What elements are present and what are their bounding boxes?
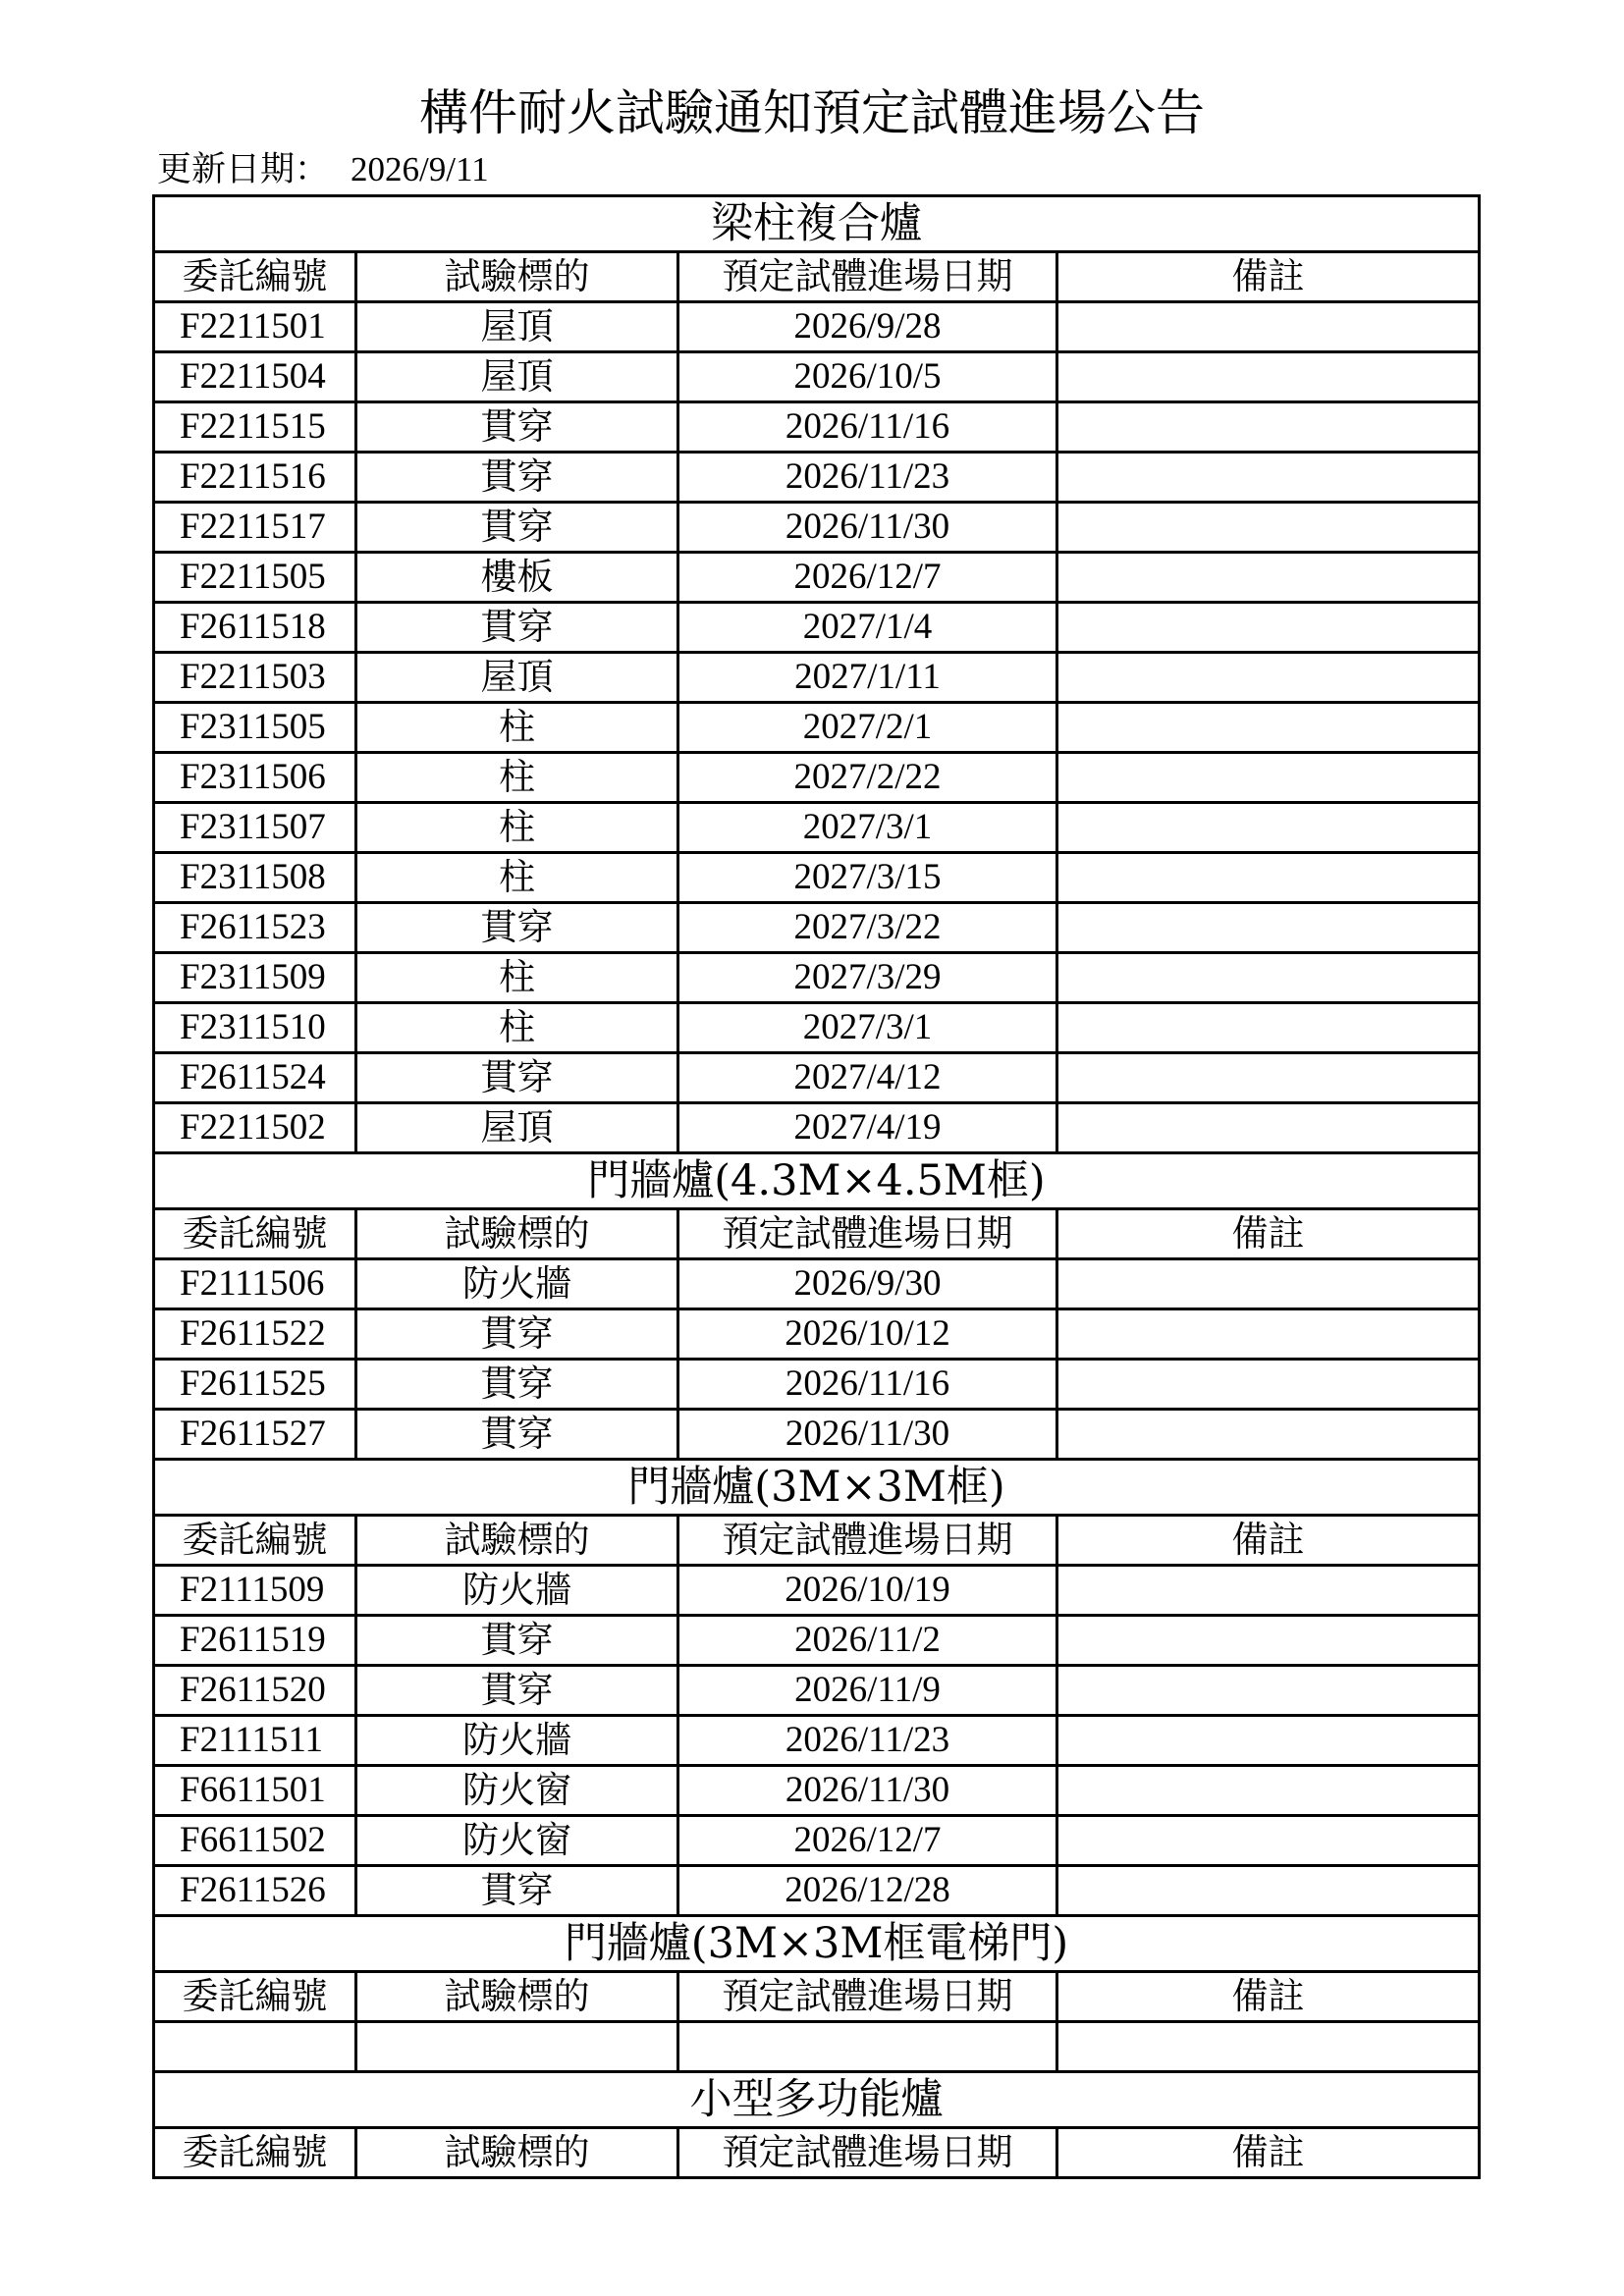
commission-no-cell: F2611518 xyxy=(154,603,356,653)
entry-date-cell: 2026/11/16 xyxy=(678,402,1057,453)
test-subject-cell: 柱 xyxy=(356,803,678,853)
table-row xyxy=(154,1360,1480,1410)
entry-date-cell: 2027/1/11 xyxy=(678,653,1057,703)
remarks-cell xyxy=(1057,2022,1480,2072)
commission-no-cell: F2211516 xyxy=(154,453,356,503)
test-subject-cell: 貫穿 xyxy=(356,503,678,553)
remarks-cell xyxy=(1057,352,1480,402)
table-row xyxy=(154,453,1480,503)
commission-no-cell: F2111509 xyxy=(154,1566,356,1616)
table-row xyxy=(154,1103,1480,1153)
entry-date-cell: 2027/2/22 xyxy=(678,753,1057,803)
remarks-cell xyxy=(1057,453,1480,503)
commission-no-cell: F6611502 xyxy=(154,1816,356,1866)
remarks-cell xyxy=(1057,402,1480,453)
header-test-subject: 試驗標的 xyxy=(356,1972,678,2022)
test-subject-cell: 貫穿 xyxy=(356,1866,678,1916)
header-test-subject: 試驗標的 xyxy=(356,2128,678,2178)
header-test-subject: 試驗標的 xyxy=(356,252,678,302)
table-row xyxy=(154,1259,1480,1309)
table-row xyxy=(154,1816,1480,1866)
remarks-cell xyxy=(1057,1259,1480,1309)
header-remarks: 備註 xyxy=(1057,1516,1480,1566)
remarks-cell xyxy=(1057,803,1480,853)
header-entry-date: 預定試體進場日期 xyxy=(678,252,1057,302)
table-row xyxy=(154,1003,1480,1053)
entry-date-cell: 2027/3/22 xyxy=(678,903,1057,953)
remarks-cell xyxy=(1057,553,1480,603)
entry-date-cell: 2027/3/1 xyxy=(678,803,1057,853)
entry-date-cell: 2026/10/19 xyxy=(678,1566,1057,1616)
test-subject-cell: 柱 xyxy=(356,853,678,903)
remarks-cell xyxy=(1057,753,1480,803)
commission-no-cell: F2611526 xyxy=(154,1866,356,1916)
test-subject-cell: 防火窗 xyxy=(356,1766,678,1816)
section-row xyxy=(154,1153,1480,1209)
table-row xyxy=(154,753,1480,803)
schedule-tables xyxy=(152,194,1478,2179)
section-row xyxy=(154,196,1480,252)
commission-no-cell: F2111506 xyxy=(154,1259,356,1309)
test-subject-cell: 柱 xyxy=(356,703,678,753)
remarks-cell xyxy=(1057,1716,1480,1766)
table-row xyxy=(154,1053,1480,1103)
table-row xyxy=(154,1410,1480,1460)
remarks-cell xyxy=(1057,1003,1480,1053)
commission-no-cell: F2211505 xyxy=(154,553,356,603)
table-row xyxy=(154,1666,1480,1716)
section-title: 門牆爐(4.3M×4.5M框) xyxy=(154,1153,1480,1209)
entry-date-cell: 2026/12/7 xyxy=(678,553,1057,603)
entry-date-cell: 2027/4/19 xyxy=(678,1103,1057,1153)
entry-date-cell: 2027/3/15 xyxy=(678,853,1057,903)
test-subject-cell: 屋頂 xyxy=(356,352,678,402)
header-entry-date: 預定試體進場日期 xyxy=(678,2128,1057,2178)
update-date-label: 更新日期： xyxy=(157,150,330,189)
table-row xyxy=(154,1616,1480,1666)
header-commission-no: 委託編號 xyxy=(154,252,356,302)
test-subject-cell: 樓板 xyxy=(356,553,678,603)
remarks-cell xyxy=(1057,653,1480,703)
commission-no-cell: F6611501 xyxy=(154,1766,356,1816)
table-row xyxy=(154,402,1480,453)
entry-date-cell: 2027/3/1 xyxy=(678,1003,1057,1053)
commission-no-cell: F2211517 xyxy=(154,503,356,553)
commission-no-cell: F2111511 xyxy=(154,1716,356,1766)
test-subject-cell: 防火牆 xyxy=(356,1259,678,1309)
schedule-table-body xyxy=(154,196,1480,2178)
entry-date-cell: 2027/3/29 xyxy=(678,953,1057,1003)
test-subject-cell: 貫穿 xyxy=(356,1053,678,1103)
table-row xyxy=(154,1716,1480,1766)
section-row xyxy=(154,1460,1480,1516)
entry-date-cell: 2027/2/1 xyxy=(678,703,1057,753)
table-row xyxy=(154,1566,1480,1616)
test-subject-cell xyxy=(356,2022,678,2072)
table-row xyxy=(154,352,1480,402)
remarks-cell xyxy=(1057,603,1480,653)
remarks-cell xyxy=(1057,1309,1480,1360)
test-subject-cell: 貫穿 xyxy=(356,1616,678,1666)
header-row xyxy=(154,2128,1480,2178)
entry-date-cell: 2026/11/16 xyxy=(678,1360,1057,1410)
header-commission-no: 委託編號 xyxy=(154,1972,356,2022)
remarks-cell xyxy=(1057,1866,1480,1916)
remarks-cell xyxy=(1057,503,1480,553)
header-row xyxy=(154,1972,1480,2022)
remarks-cell xyxy=(1057,1816,1480,1866)
test-subject-cell: 柱 xyxy=(356,953,678,1003)
entry-date-cell: 2026/12/7 xyxy=(678,1816,1057,1866)
test-subject-cell: 貫穿 xyxy=(356,903,678,953)
table-row xyxy=(154,803,1480,853)
test-subject-cell: 柱 xyxy=(356,753,678,803)
commission-no-cell: F2211503 xyxy=(154,653,356,703)
remarks-cell xyxy=(1057,1410,1480,1460)
header-remarks: 備註 xyxy=(1057,252,1480,302)
header-remarks: 備註 xyxy=(1057,2128,1480,2178)
entry-date-cell: 2026/11/23 xyxy=(678,1716,1057,1766)
remarks-cell xyxy=(1057,853,1480,903)
commission-no-cell xyxy=(154,2022,356,2072)
entry-date-cell: 2026/11/30 xyxy=(678,1766,1057,1816)
entry-date-cell: 2027/4/12 xyxy=(678,1053,1057,1103)
entry-date-cell: 2026/9/28 xyxy=(678,302,1057,352)
remarks-cell xyxy=(1057,1360,1480,1410)
entry-date-cell xyxy=(678,2022,1057,2072)
entry-date-cell: 2026/12/28 xyxy=(678,1866,1057,1916)
section-row xyxy=(154,2072,1480,2128)
commission-no-cell: F2311507 xyxy=(154,803,356,853)
commission-no-cell: F2211515 xyxy=(154,402,356,453)
remarks-cell xyxy=(1057,1666,1480,1716)
commission-no-cell: F2311510 xyxy=(154,1003,356,1053)
test-subject-cell: 屋頂 xyxy=(356,302,678,352)
test-subject-cell: 防火窗 xyxy=(356,1816,678,1866)
test-subject-cell: 貫穿 xyxy=(356,1666,678,1716)
section-title: 門牆爐(3M×3M框) xyxy=(154,1460,1480,1516)
header-test-subject: 試驗標的 xyxy=(356,1516,678,1566)
section-title: 門牆爐(3M×3M框電梯門) xyxy=(154,1916,1480,1972)
remarks-cell xyxy=(1057,703,1480,753)
commission-no-cell: F2611520 xyxy=(154,1666,356,1716)
table-row xyxy=(154,1766,1480,1816)
schedule-table xyxy=(152,194,1481,2179)
commission-no-cell: F2311508 xyxy=(154,853,356,903)
update-date-value: 2026/9/11 xyxy=(351,150,489,188)
table-row xyxy=(154,1309,1480,1360)
test-subject-cell: 屋頂 xyxy=(356,1103,678,1153)
commission-no-cell: F2611522 xyxy=(154,1309,356,1360)
commission-no-cell: F2311505 xyxy=(154,703,356,753)
entry-date-cell: 2026/11/30 xyxy=(678,1410,1057,1460)
entry-date-cell: 2026/11/9 xyxy=(678,1666,1057,1716)
update-date-line xyxy=(157,145,489,194)
test-subject-cell: 柱 xyxy=(356,1003,678,1053)
entry-date-cell: 2026/10/5 xyxy=(678,352,1057,402)
entry-date-cell: 2026/11/30 xyxy=(678,503,1057,553)
table-row xyxy=(154,653,1480,703)
remarks-cell xyxy=(1057,1053,1480,1103)
test-subject-cell: 屋頂 xyxy=(356,653,678,703)
test-subject-cell: 貫穿 xyxy=(356,453,678,503)
commission-no-cell: F2311509 xyxy=(154,953,356,1003)
commission-no-cell: F2611524 xyxy=(154,1053,356,1103)
header-entry-date: 預定試體進場日期 xyxy=(678,1972,1057,2022)
commission-no-cell: F2611523 xyxy=(154,903,356,953)
table-row xyxy=(154,603,1480,653)
section-title: 小型多功能爐 xyxy=(154,2072,1480,2128)
entry-date-cell: 2026/10/12 xyxy=(678,1309,1057,1360)
table-row xyxy=(154,503,1480,553)
header-row xyxy=(154,1209,1480,1259)
header-commission-no: 委託編號 xyxy=(154,1209,356,1259)
table-row xyxy=(154,903,1480,953)
table-row xyxy=(154,1866,1480,1916)
entry-date-cell: 2027/1/4 xyxy=(678,603,1057,653)
header-commission-no: 委託編號 xyxy=(154,2128,356,2178)
header-remarks: 備註 xyxy=(1057,1972,1480,2022)
test-subject-cell: 貫穿 xyxy=(356,1309,678,1360)
commission-no-cell: F2611525 xyxy=(154,1360,356,1410)
commission-no-cell: F2611527 xyxy=(154,1410,356,1460)
table-row xyxy=(154,703,1480,753)
remarks-cell xyxy=(1057,903,1480,953)
header-row xyxy=(154,252,1480,302)
remarks-cell xyxy=(1057,1103,1480,1153)
commission-no-cell: F2611519 xyxy=(154,1616,356,1666)
entry-date-cell: 2026/11/23 xyxy=(678,453,1057,503)
section-row xyxy=(154,1916,1480,1972)
header-commission-no: 委託編號 xyxy=(154,1516,356,1566)
table-row xyxy=(154,953,1480,1003)
table-row xyxy=(154,553,1480,603)
commission-no-cell: F2311506 xyxy=(154,753,356,803)
remarks-cell xyxy=(1057,1616,1480,1666)
entry-date-cell: 2026/11/2 xyxy=(678,1616,1057,1666)
section-title: 梁柱複合爐 xyxy=(154,196,1480,252)
test-subject-cell: 防火牆 xyxy=(356,1716,678,1766)
remarks-cell xyxy=(1057,1566,1480,1616)
remarks-cell xyxy=(1057,1766,1480,1816)
commission-no-cell: F2211504 xyxy=(154,352,356,402)
header-entry-date: 預定試體進場日期 xyxy=(678,1209,1057,1259)
test-subject-cell: 防火牆 xyxy=(356,1566,678,1616)
table-row xyxy=(154,2022,1480,2072)
entry-date-cell: 2026/9/30 xyxy=(678,1259,1057,1309)
commission-no-cell: F2211502 xyxy=(154,1103,356,1153)
table-row xyxy=(154,302,1480,352)
header-test-subject: 試驗標的 xyxy=(356,1209,678,1259)
header-remarks: 備註 xyxy=(1057,1209,1480,1259)
header-entry-date: 預定試體進場日期 xyxy=(678,1516,1057,1566)
table-row xyxy=(154,853,1480,903)
test-subject-cell: 貫穿 xyxy=(356,1360,678,1410)
commission-no-cell: F2211501 xyxy=(154,302,356,352)
test-subject-cell: 貫穿 xyxy=(356,402,678,453)
header-row xyxy=(154,1516,1480,1566)
test-subject-cell: 貫穿 xyxy=(356,603,678,653)
remarks-cell xyxy=(1057,302,1480,352)
test-subject-cell: 貫穿 xyxy=(356,1410,678,1460)
page-title: 構件耐火試驗通知預定試體進場公告 xyxy=(419,84,1205,141)
remarks-cell xyxy=(1057,953,1480,1003)
